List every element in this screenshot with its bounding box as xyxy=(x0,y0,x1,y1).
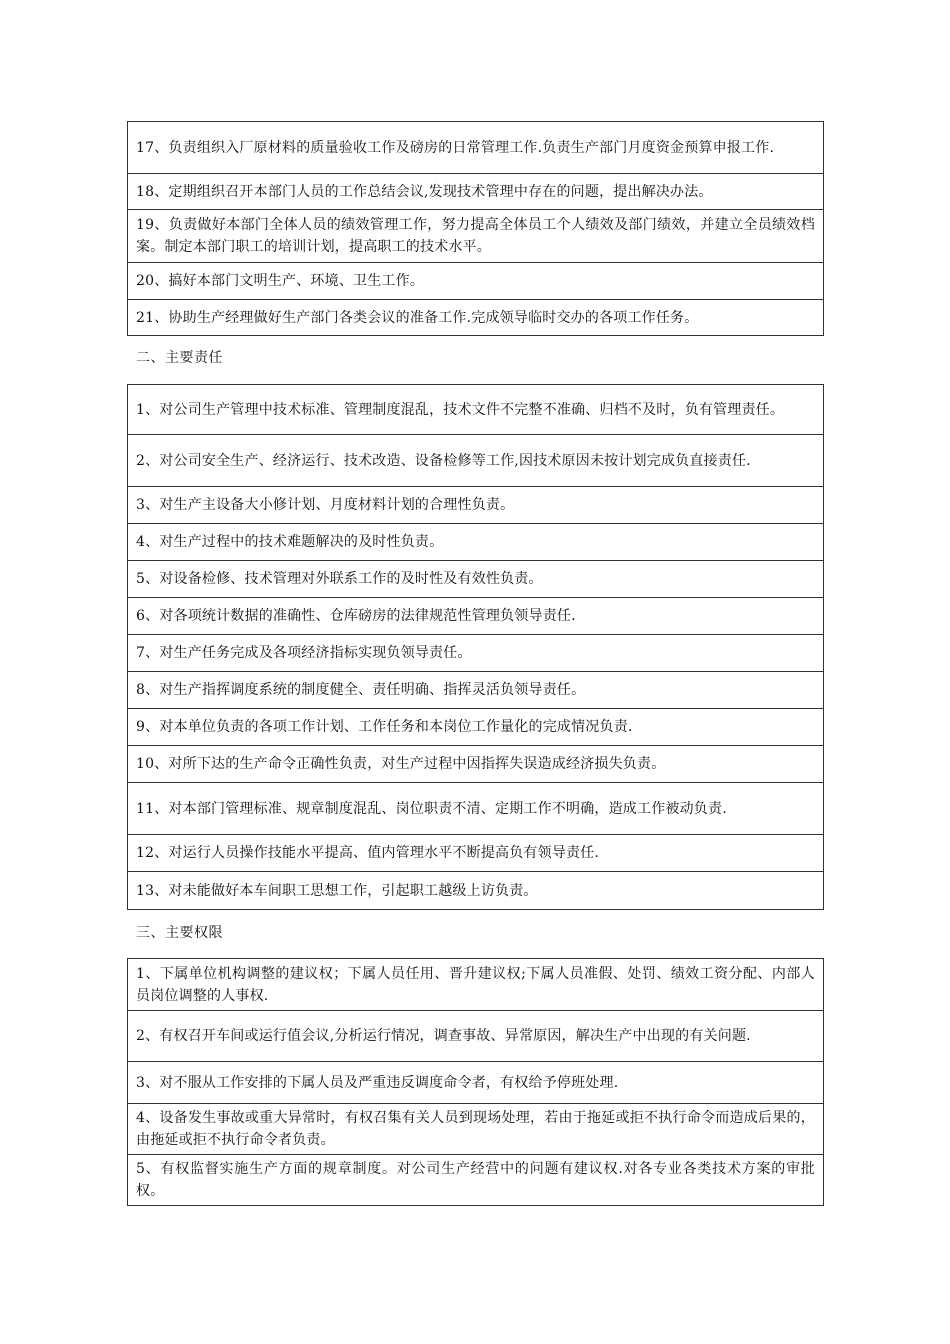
table-row xyxy=(128,598,823,635)
row-text: 3、对不服从工作安排的下属人员及严重违反调度命令者，有权给予停班处理. xyxy=(136,1074,619,1091)
row-text: 8、对生产指挥调度系统的制度健全、责任明确、指挥灵活负领导责任。 xyxy=(136,682,586,698)
table-row xyxy=(128,783,823,835)
table-row xyxy=(128,1104,823,1155)
table-row xyxy=(128,487,823,524)
row-text: 20、搞好本部门文明生产、环境、卫生工作。 xyxy=(136,273,425,289)
table-row xyxy=(128,872,823,909)
table-row xyxy=(128,524,823,561)
authority-table xyxy=(127,958,824,1206)
table-row xyxy=(128,672,823,709)
row-text: 2、对公司安全生产、经济运行、技术改造、设备检修等工作,因技术原因未按计划完成负直接责任. xyxy=(136,452,751,469)
row-text: 17、负责组织入厂原材料的质量验收工作及磅房的日常管理工作.负责生产部门月度资金预算申报工作. xyxy=(136,139,775,156)
duties-table xyxy=(127,121,824,336)
row-text: 6、对各项统计数据的准确性、仓库磅房的法律规范性管理负领导责任. xyxy=(136,608,576,624)
row-text: 13、对未能做好本车间职工思想工作，引起职工越级上访负责。 xyxy=(136,882,538,899)
table-row xyxy=(128,835,823,872)
row-text: 4、对生产过程中的技术难题解决的及时性负责。 xyxy=(136,534,444,550)
table-row xyxy=(128,1062,823,1104)
responsibilities-table xyxy=(127,384,824,910)
table-row xyxy=(128,635,823,672)
table-row xyxy=(128,746,823,783)
table-row xyxy=(128,385,823,435)
row-text: 7、对生产任务完成及各项经济指标实现负领导责任。 xyxy=(136,645,472,661)
table-row xyxy=(128,1155,823,1205)
row-text: 3、对生产主设备大小修计划、月度材料计划的合理性负责。 xyxy=(136,497,515,513)
row-text: 1、对公司生产管理中技术标准、管理制度混乱，技术文件不完整不准确、归档不及时，负有管理责任。 xyxy=(136,401,785,418)
table-row xyxy=(128,174,823,210)
row-text: 12、对运行人员操作技能水平提高、值内管理水平不断提高负有领导责任. xyxy=(136,845,600,861)
row-text: 4、设备发生事故或重大异常时，有权召集有关人员到现场处理，若由于拖延或拒不执行命令而造成后果的，由拖延或拒不执行命令者负责。 xyxy=(136,1110,815,1148)
table-row xyxy=(128,561,823,598)
row-text: 9、对本单位负责的各项工作计划、工作任务和本岗位工作量化的完成情况负责. xyxy=(136,719,633,735)
row-text: 5、对设备检修、技术管理对外联系工作的及时性及有效性负责。 xyxy=(136,571,543,587)
section-heading-authority: 三、主要权限 xyxy=(136,925,223,941)
row-text: 18、定期组织召开本部门人员的工作总结会议,发现技术管理中存在的问题，提出解决办法。 xyxy=(136,183,713,200)
table-row xyxy=(128,959,823,1011)
table-row xyxy=(128,210,823,263)
row-text: 19、负责做好本部门全体人员的绩效管理工作，努力提高全体员工个人绩效及部门绩效，并建立全员绩效档案。制定本部门职工的培训计划，提高职工的技术水平。 xyxy=(136,217,815,255)
table-row xyxy=(128,122,823,174)
table-row xyxy=(128,263,823,300)
row-text: 11、对本部门管理标准、规章制度混乱、岗位职责不清、定期工作不明确，造成工作被动负责. xyxy=(136,800,727,817)
table-row xyxy=(128,300,823,335)
table-row xyxy=(128,709,823,746)
table-row xyxy=(128,435,823,487)
section-heading-responsibilities: 二、主要责任 xyxy=(136,350,223,366)
row-text: 10、对所下达的生产命令正确性负责，对生产过程中因指挥失误造成经济损失负责。 xyxy=(136,756,666,772)
row-text: 21、协助生产经理做好生产部门各类会议的准备工作.完成领导临时交办的各项工作任务。 xyxy=(136,309,699,326)
row-text: 2、有权召开车间或运行值会议,分析运行情况，调查事故、异常原因，解决生产中出现的有关问题. xyxy=(136,1028,751,1044)
row-text: 1、下属单位机构调整的建议权；下属人员任用、晋升建议权;下属人员准假、处罚、绩效工资分配、内部人员岗位调整的人事权. xyxy=(136,965,815,1004)
row-text: 5、有权监督实施生产方面的规章制度。对公司生产经营中的问题有建议权.对各专业各类技术方案的审批权。 xyxy=(136,1161,815,1199)
table-row xyxy=(128,1011,823,1062)
